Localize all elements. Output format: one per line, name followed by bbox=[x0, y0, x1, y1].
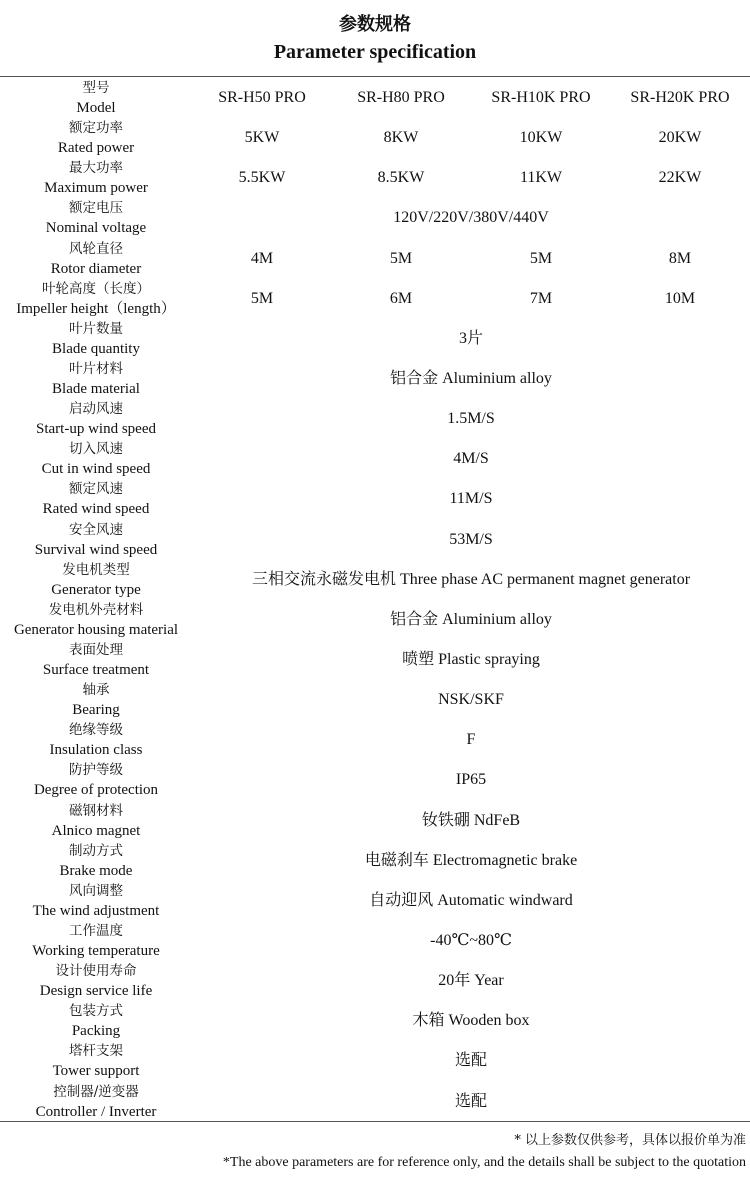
row-label-en: Insulation class bbox=[49, 742, 143, 759]
row-values bbox=[192, 1041, 750, 1081]
table-row bbox=[0, 921, 750, 961]
row-values bbox=[192, 801, 750, 841]
value-cell-merged: -40℃~80℃ bbox=[430, 931, 512, 949]
row-label bbox=[0, 560, 192, 600]
table-row bbox=[0, 520, 750, 560]
value-cell: 5M bbox=[250, 289, 274, 307]
value-cell-merged: 120V/220V/380V/440V bbox=[393, 209, 549, 227]
footnote-en: *The above parameters are for reference only, and the details shall be subject to the quotation bbox=[222, 1155, 746, 1170]
row-label bbox=[0, 239, 192, 279]
value-cell: SR-H80 PRO bbox=[357, 89, 445, 106]
row-label-cn: 叶轮高度（长度） bbox=[42, 280, 150, 297]
page-title bbox=[0, 12, 750, 66]
row-values bbox=[192, 158, 750, 198]
row-values bbox=[192, 319, 750, 359]
row-values bbox=[192, 479, 750, 519]
row-label-en: Generator housing material bbox=[13, 621, 179, 638]
value-cell-merged: 自动迎风 Automatic windward bbox=[369, 891, 573, 909]
value-cell: 20KW bbox=[658, 129, 702, 147]
row-label-en: Working temperature bbox=[32, 942, 160, 959]
value-cell-merged: 选配 bbox=[454, 1092, 487, 1110]
footnote bbox=[0, 1130, 746, 1174]
row-label-en: Surface treatment bbox=[42, 661, 150, 678]
value-cell-merged: 53M/S bbox=[449, 530, 493, 548]
table-row bbox=[0, 158, 750, 198]
row-values bbox=[192, 881, 750, 921]
row-label-cn: 表面处理 bbox=[69, 641, 123, 658]
row-label bbox=[0, 520, 192, 560]
row-label-cn: 塔杆支架 bbox=[69, 1043, 123, 1060]
value-cell: 5M bbox=[529, 249, 553, 267]
row-label-cn: 磁钢材料 bbox=[69, 802, 123, 819]
value-cell-merged: 铝合金 Aluminium alloy bbox=[390, 610, 552, 628]
row-label-en: Rated power bbox=[57, 140, 135, 157]
value-cell-merged: NSK/SKF bbox=[438, 691, 504, 709]
bottom-divider bbox=[0, 1121, 750, 1122]
row-label bbox=[0, 760, 192, 800]
value-cell-merged: 木箱 Wooden box bbox=[412, 1012, 530, 1030]
row-label-cn: 工作温度 bbox=[69, 922, 123, 939]
value-cell: 8KW bbox=[383, 129, 419, 147]
value-cell: SR-H20K PRO bbox=[630, 89, 730, 106]
row-label-en: Blade material bbox=[52, 380, 140, 397]
row-label bbox=[0, 1041, 192, 1081]
row-values bbox=[192, 640, 750, 680]
row-label bbox=[0, 600, 192, 640]
row-label-en: Survival wind speed bbox=[34, 541, 158, 558]
spec-table bbox=[0, 78, 750, 1122]
row-label-en: Controller / Inverter bbox=[35, 1103, 157, 1120]
row-label-en: Blade quantity bbox=[52, 340, 140, 357]
row-label bbox=[0, 720, 192, 760]
row-label-cn: 启动风速 bbox=[69, 401, 123, 418]
row-values bbox=[192, 78, 750, 118]
table-row bbox=[0, 479, 750, 519]
row-label-cn: 切入风速 bbox=[69, 441, 123, 458]
row-label-en: Nominal voltage bbox=[45, 220, 147, 237]
row-label bbox=[0, 801, 192, 841]
value-cell-merged: 铝合金 Aluminium alloy bbox=[390, 369, 552, 387]
row-values bbox=[192, 680, 750, 720]
value-cell-merged: 3片 bbox=[458, 329, 483, 347]
table-row bbox=[0, 1001, 750, 1041]
table-row bbox=[0, 399, 750, 439]
table-row bbox=[0, 118, 750, 158]
table-row bbox=[0, 78, 750, 118]
value-cell: SR-H50 PRO bbox=[218, 89, 306, 106]
row-label-en: Alnico magnet bbox=[51, 822, 141, 839]
row-label bbox=[0, 1082, 192, 1122]
page-title-en: Parameter specification bbox=[273, 41, 477, 63]
table-row bbox=[0, 600, 750, 640]
row-label bbox=[0, 78, 192, 118]
row-label bbox=[0, 961, 192, 1001]
row-values bbox=[192, 760, 750, 800]
row-values bbox=[192, 720, 750, 760]
row-label-cn: 防护等级 bbox=[69, 762, 123, 779]
row-label-en: Tower support bbox=[52, 1063, 140, 1080]
value-cell: 4M bbox=[250, 249, 274, 267]
row-values bbox=[192, 1082, 750, 1122]
value-cell: 10KW bbox=[519, 129, 563, 147]
table-row bbox=[0, 760, 750, 800]
row-label bbox=[0, 479, 192, 519]
value-cell-merged: 4M/S bbox=[453, 450, 489, 468]
table-row bbox=[0, 640, 750, 680]
row-label bbox=[0, 158, 192, 198]
row-label-en: Model bbox=[76, 100, 116, 116]
table-row bbox=[0, 801, 750, 841]
row-label-cn: 型号 bbox=[82, 80, 110, 96]
value-cell-merged: 三相交流永磁发电机 Three phase AC permanent magnet generator bbox=[251, 570, 691, 588]
footnote-cn: * 以上参数仅供参考，具体以报价单为准 bbox=[514, 1133, 746, 1148]
table-row bbox=[0, 359, 750, 399]
row-label bbox=[0, 921, 192, 961]
row-label-cn: 额定功率 bbox=[69, 120, 123, 137]
row-values bbox=[192, 1001, 750, 1041]
value-cell: 10M bbox=[664, 289, 696, 307]
table-row bbox=[0, 198, 750, 238]
value-cell-merged: 电磁刹车 Electromagnetic brake bbox=[364, 851, 578, 869]
row-values bbox=[192, 279, 750, 319]
page-title-cn: 参数规格 bbox=[339, 14, 411, 35]
table-row bbox=[0, 560, 750, 600]
row-label-cn: 发电机外壳材料 bbox=[48, 601, 144, 618]
row-label-en: Brake mode bbox=[59, 862, 133, 879]
value-cell: 8.5KW bbox=[377, 169, 425, 187]
table-row bbox=[0, 680, 750, 720]
row-label bbox=[0, 841, 192, 881]
row-values bbox=[192, 841, 750, 881]
row-label-cn: 发电机类型 bbox=[62, 561, 130, 578]
row-label-en: Bearing bbox=[72, 702, 120, 719]
row-label bbox=[0, 118, 192, 158]
row-label bbox=[0, 1001, 192, 1041]
value-cell-merged: 喷塑 Plastic spraying bbox=[402, 650, 540, 668]
row-label bbox=[0, 399, 192, 439]
row-label-cn: 风向调整 bbox=[69, 882, 123, 899]
value-cell: 5.5KW bbox=[238, 169, 286, 187]
value-cell: 8M bbox=[668, 249, 692, 267]
row-label-en: Design service life bbox=[39, 983, 153, 1000]
table-row bbox=[0, 841, 750, 881]
row-label-en: Maximum power bbox=[44, 180, 148, 197]
value-cell: 5M bbox=[389, 249, 413, 267]
row-label-cn: 制动方式 bbox=[69, 842, 123, 859]
row-label bbox=[0, 279, 192, 319]
table-row bbox=[0, 881, 750, 921]
value-cell: 7M bbox=[529, 289, 553, 307]
value-cell: SR-H10K PRO bbox=[491, 89, 591, 106]
top-divider bbox=[0, 76, 750, 77]
row-values bbox=[192, 600, 750, 640]
value-cell: 22KW bbox=[658, 169, 702, 187]
table-row bbox=[0, 1082, 750, 1122]
row-label-cn: 绝缘等级 bbox=[69, 722, 123, 739]
row-label-cn: 包装方式 bbox=[69, 1003, 123, 1020]
value-cell-merged: 11M/S bbox=[449, 490, 493, 508]
row-label bbox=[0, 640, 192, 680]
table-row bbox=[0, 1041, 750, 1081]
row-label-en: Rotor diameter bbox=[50, 260, 142, 277]
row-values bbox=[192, 439, 750, 479]
value-cell: 6M bbox=[389, 289, 413, 307]
row-label-en: Generator type bbox=[51, 581, 141, 598]
row-label-en: Impeller height（length） bbox=[16, 300, 176, 317]
row-label-cn: 额定电压 bbox=[69, 200, 123, 217]
row-label bbox=[0, 680, 192, 720]
row-label-cn: 安全风速 bbox=[69, 521, 123, 538]
row-label-en: Cut in wind speed bbox=[41, 461, 151, 478]
table-row bbox=[0, 319, 750, 359]
row-label-cn: 额定风速 bbox=[69, 481, 123, 498]
row-values bbox=[192, 359, 750, 399]
row-label-cn: 叶片数量 bbox=[69, 320, 123, 337]
row-label-en: Rated wind speed bbox=[42, 501, 150, 518]
value-cell-merged: 钕铁硼 NdFeB bbox=[421, 811, 521, 829]
table-row bbox=[0, 961, 750, 1001]
value-cell-merged: 1.5M/S bbox=[447, 410, 495, 428]
row-label bbox=[0, 198, 192, 238]
value-cell-merged: 选配 bbox=[454, 1052, 487, 1070]
row-label bbox=[0, 319, 192, 359]
row-label-en: Start-up wind speed bbox=[36, 421, 156, 438]
row-values bbox=[192, 560, 750, 600]
row-label-cn: 叶片材料 bbox=[69, 360, 123, 377]
table-row bbox=[0, 239, 750, 279]
row-label bbox=[0, 881, 192, 921]
row-label-cn: 风轮直径 bbox=[69, 240, 123, 257]
row-values bbox=[192, 239, 750, 279]
row-label bbox=[0, 439, 192, 479]
row-values bbox=[192, 399, 750, 439]
table-row bbox=[0, 720, 750, 760]
row-label-en: Packing bbox=[71, 1023, 121, 1040]
row-label-cn: 轴承 bbox=[82, 682, 110, 699]
row-values bbox=[192, 198, 750, 238]
row-label bbox=[0, 359, 192, 399]
row-label-cn: 最大功率 bbox=[69, 160, 123, 177]
row-label-en: The wind adjustment bbox=[32, 902, 160, 919]
row-values bbox=[192, 520, 750, 560]
row-values bbox=[192, 118, 750, 158]
value-cell: 11KW bbox=[519, 169, 563, 187]
row-values bbox=[192, 961, 750, 1001]
row-label-cn: 控制器/逆变器 bbox=[53, 1083, 139, 1100]
value-cell: 5KW bbox=[244, 129, 280, 147]
value-cell-merged: F bbox=[466, 731, 476, 749]
value-cell-merged: IP65 bbox=[455, 771, 487, 789]
row-label-en: Degree of protection bbox=[33, 782, 159, 799]
table-row bbox=[0, 279, 750, 319]
row-values bbox=[192, 921, 750, 961]
table-row bbox=[0, 439, 750, 479]
row-label-cn: 设计使用寿命 bbox=[55, 963, 137, 980]
value-cell-merged: 20年 Year bbox=[438, 972, 504, 990]
